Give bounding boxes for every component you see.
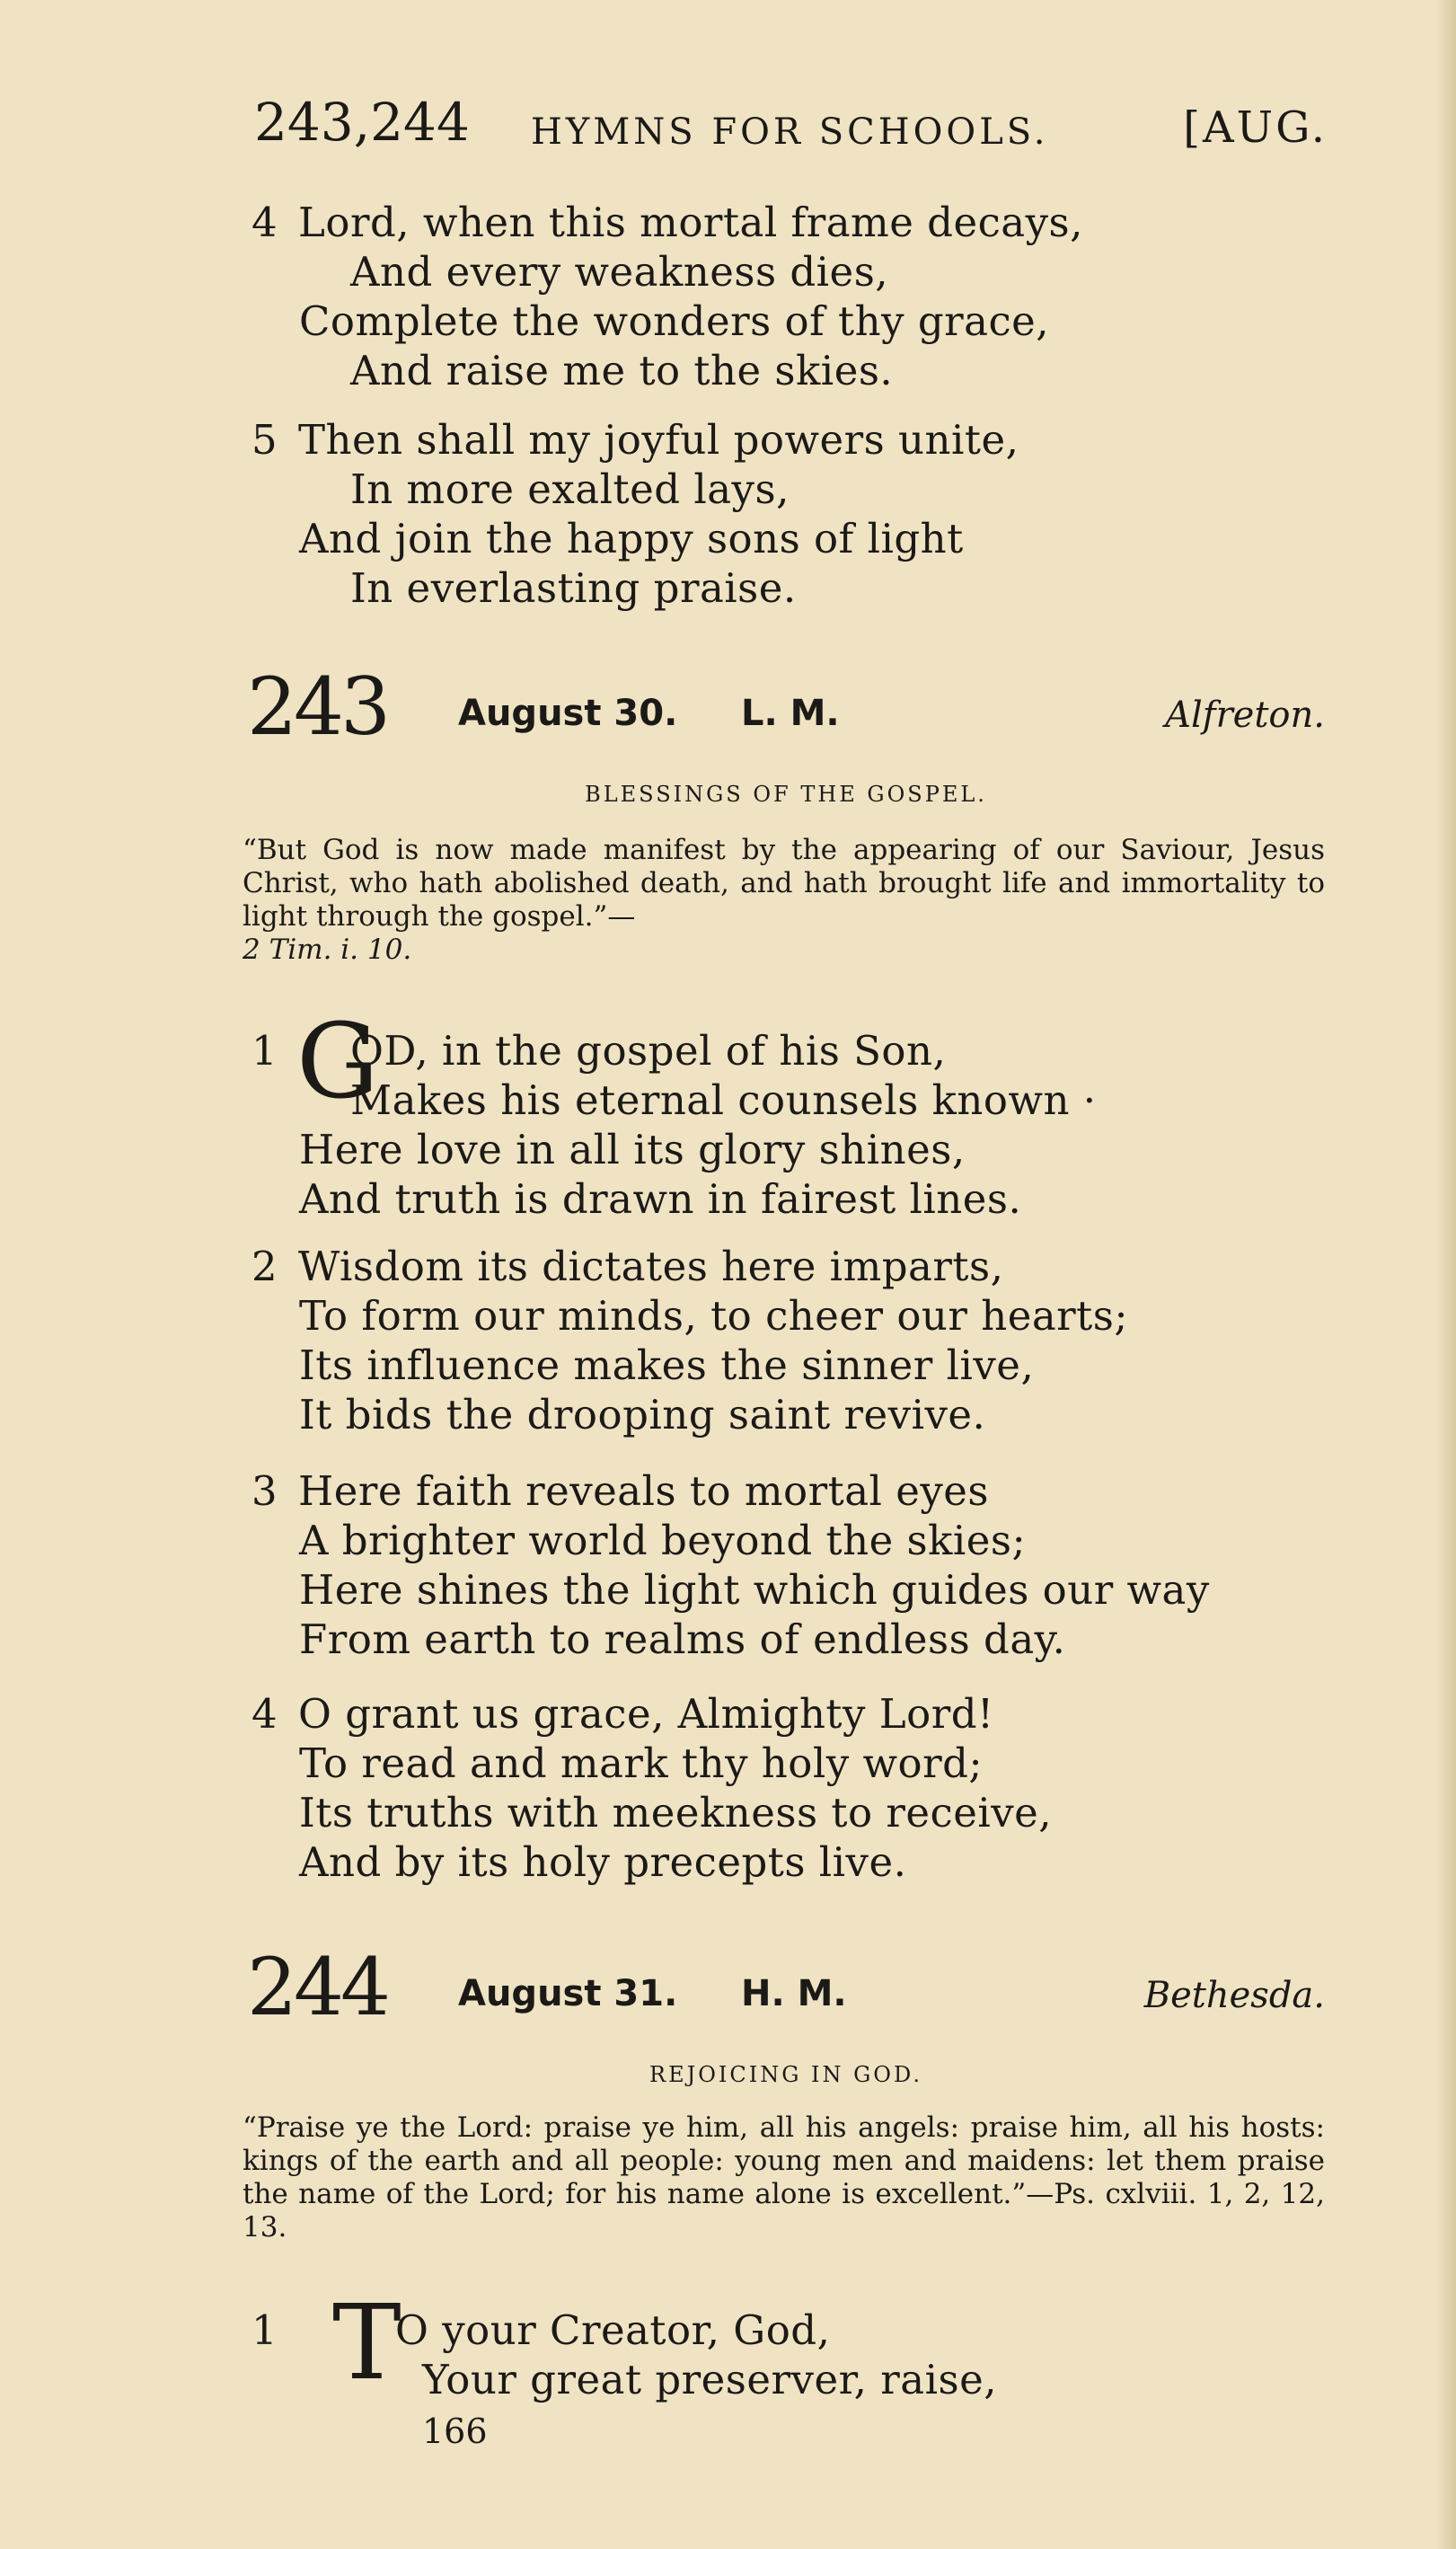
carryover-stanza-5 (251, 415, 1019, 613)
hymn-243-stanza-3 (251, 1466, 1210, 1664)
drop-cap: T (332, 2283, 402, 2403)
hymn-date: August 30. (458, 693, 678, 734)
stanza-number: 4 (251, 199, 278, 246)
hymn-244-epigraph (243, 2111, 1325, 2244)
carryover-stanza-4 (251, 198, 1083, 395)
drop-cap: G (296, 1002, 379, 1122)
stanza-number: 4 (251, 1690, 278, 1738)
stanza-line: Here shines the light which guides our way (299, 1566, 1210, 1614)
stanza-line: A brighter world beyond the skies; (299, 1517, 1027, 1564)
hymn-243-heading (247, 660, 1325, 753)
page-number: 166 (422, 2412, 488, 2451)
stanza-line: And join the happy sons of light (299, 515, 964, 562)
stanza-line: And raise me to the skies. (350, 347, 894, 394)
epigraph-text: “Praise ye the Lord: praise ye him, all his angels: praise him, all his hosts: kings of the earth and all people: young men and maidens: let them praise the name of the Lord; for his name alone is excellent.”—Ps. cxlviii. 1, 2, 12, 13. (243, 2111, 1325, 2244)
hymn-tune: Alfreton. (1165, 695, 1325, 736)
epigraph-reference: 2 Tim. i. 10. (243, 934, 412, 966)
stanza-line: Its truths with meekness to receive, (299, 1789, 1053, 1837)
stanza-line: It bids the drooping saint revive. (299, 1391, 986, 1438)
page-edge (1436, 0, 1456, 2549)
hymn-243-epigraph (243, 834, 1325, 967)
stanza-line: And by its holy precepts live. (299, 1838, 907, 1886)
stanza-number: 1 (251, 2306, 278, 2354)
stanza-line: 5 Then shall my joyful powers unite, (251, 416, 1019, 464)
hymn-244-stanza-1 (251, 2283, 998, 2404)
stanza-line: 4 Lord, when this mortal frame decays, (251, 199, 1083, 246)
header-hymn-numbers: 243,244 (254, 92, 470, 153)
hymn-244-subtitle: REJOICING IN GOD. (649, 2062, 922, 2087)
stanza-line: In more exalted lays, (350, 465, 790, 513)
hymn-number: 244 (247, 1941, 387, 2033)
stanza-line: To form our minds, to cheer our hearts; (299, 1292, 1129, 1340)
stanza-line: Makes his eternal counsels known · (350, 1076, 1097, 1124)
hymn-243-stanza-1 (251, 1002, 1097, 1224)
hymn-number: 243 (247, 660, 387, 753)
stanza-number: 1 (251, 1027, 278, 1075)
hymn-243-stanza-4 (251, 1689, 1052, 1887)
stanza-line: 1 OD, in the gospel of his Son, (251, 1027, 947, 1075)
stanza-line: Here love in all its glory shines, (299, 1126, 966, 1173)
stanza-line: Your great preserver, raise, (422, 2356, 998, 2403)
running-header (254, 92, 1328, 164)
hymn-243-stanza-2 (251, 1242, 1128, 1439)
epigraph-text: “But God is now made manifest by the appearing of our Saviour, Jesus Christ, who hath abolished death, and hath brought life and immortality to light through the gospel.”— (243, 834, 1325, 933)
stanza-line: 3 Here faith reveals to mortal eyes (251, 1467, 990, 1515)
stanza-line: 2 Wisdom its dictates here imparts, (251, 1243, 1004, 1290)
hymn-date: August 31. (458, 1973, 678, 2014)
stanza-line: To read and mark thy holy word; (299, 1739, 984, 1787)
header-title: HYMNS FOR SCHOOLS. (531, 111, 1049, 153)
stanza-number: 5 (251, 416, 278, 464)
stanza-number: 3 (251, 1467, 278, 1515)
stanza-line: Its influence makes the sinner live, (299, 1341, 1035, 1389)
hymn-meter: H. M. (741, 1973, 847, 2014)
stanza-line: 4 O grant us grace, Almighty Lord! (251, 1690, 994, 1738)
stanza-line: From earth to realms of endless day. (299, 1615, 1066, 1663)
stanza-line: In everlasting praise. (350, 564, 797, 612)
header-month: [AUG. (1183, 102, 1328, 153)
stanza-line: 1 O your Creator, God, (251, 2306, 831, 2354)
hymn-tune: Bethesda. (1143, 1975, 1325, 2016)
hymn-244-heading (247, 1941, 1325, 2031)
hymn-243-subtitle: BLESSINGS OF THE GOSPEL. (585, 782, 987, 807)
stanza-line: And truth is drawn in fairest lines. (299, 1175, 1022, 1223)
stanza-line: Complete the wonders of thy grace, (299, 297, 1050, 345)
stanza-number: 2 (251, 1243, 278, 1290)
hymn-meter: L. M. (741, 693, 840, 734)
stanza-line: And every weakness dies, (350, 248, 889, 296)
